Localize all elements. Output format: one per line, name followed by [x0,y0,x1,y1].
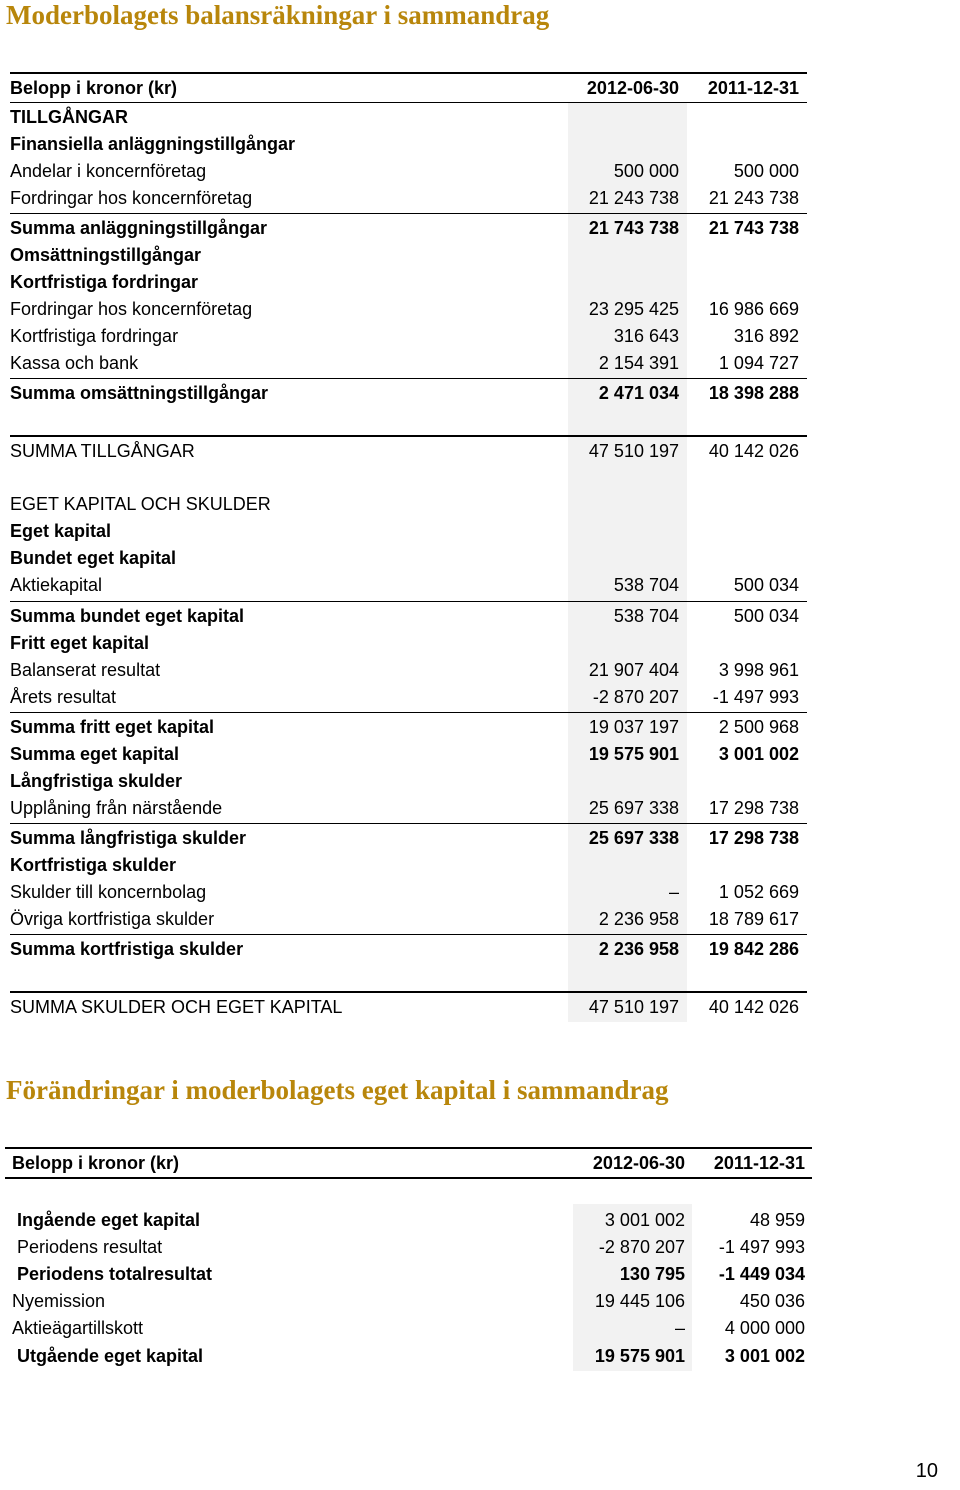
header-rule [5,1177,812,1179]
table-row: Kortfristiga fordringar [10,272,199,292]
table-row: Summa anläggningstillgångar 21 743 738 21 743 738 [10,218,799,238]
table-row: Aktiekapital 538 704 500 034 [10,575,799,595]
table-row: Andelar i koncernföretag 500 000 500 000 [10,161,799,181]
column-header-2012: 2012-06-30 [592,1153,685,1173]
table-row: Bundet eget kapital [10,548,177,568]
total-rule [10,991,807,993]
table-row: Kortfristiga fordringar 316 643 316 892 [10,326,799,346]
table-header-row [10,75,799,102]
table-row: SUMMA TILLGÅNGAR 47 510 197 40 142 026 [10,441,799,461]
subtotal-rule [10,601,807,602]
column-label-header: Belopp i kronor (kr) [10,78,178,98]
column-header-2011: 2011-12-31 [707,78,799,98]
table-row: Summa fritt eget kapital 19 037 197 2 500 968 [10,717,799,737]
page-number: 10 [915,1460,938,1482]
table-row: SUMMA SKULDER OCH EGET KAPITAL 47 510 197 40 142 026 [10,997,799,1017]
table-row: Ingående eget kapital 3 001 002 48 959 [17,1210,805,1230]
subtotal-rule [10,378,807,379]
column-header-2012: 2012-06-30 [586,78,679,98]
table-row: Balanserat resultat 21 907 404 3 998 961 [10,660,799,680]
table-row: Periodens totalresultat 130 795 -1 449 034 [17,1264,805,1284]
table-row: Summa långfristiga skulder 25 697 338 17 298 738 [10,828,799,848]
table-row: Fordringar hos koncernföretag 21 243 738 21 243 738 [10,188,799,208]
table-row: Upplåning från närstående 25 697 338 17 298 738 [10,798,799,818]
balance-sheet-heading: Moderbolagets balansräkningar i sammandrag [6,0,550,30]
table-row: Eget kapital [10,521,112,541]
table-row: Periodens resultat -2 870 207 -1 497 993 [17,1237,805,1257]
balance-sheet-table [10,72,807,1022]
header-rule [10,102,807,103]
table-row: EGET KAPITAL OCH SKULDER [10,494,271,514]
subtotal-rule [10,213,807,214]
table-top-rule [5,1147,812,1149]
table-header-row [12,1150,805,1177]
table-row: Nyemission 19 445 106 450 036 [12,1291,805,1311]
column-header-2011: 2011-12-31 [713,1153,805,1173]
subtotal-rule [10,823,807,824]
table-row: Summa kortfristiga skulder 2 236 958 19 842 286 [10,939,799,959]
equity-changes-heading: Förändringar i moderbolagets eget kapital i sammandrag [6,1075,669,1105]
table-row: Fordringar hos koncernföretag 23 295 425 16 986 669 [10,299,799,319]
table-row: Kortfristiga skulder [10,855,177,875]
table-row: Aktieägartillskott – 4 000 000 [12,1318,805,1338]
table-row: Summa bundet eget kapital 538 704 500 034 [10,606,799,626]
subtotal-rule [10,934,807,935]
table-row: Långfristiga skulder [10,771,183,791]
column-label-header: Belopp i kronor (kr) [12,1153,180,1173]
table-row: Utgående eget kapital 19 575 901 3 001 002 [17,1346,805,1366]
table-row: Kassa och bank 2 154 391 1 094 727 [10,353,799,373]
table-row: Summa omsättningstillgångar 2 471 034 18 398 288 [10,383,799,403]
table-row: Summa eget kapital 19 575 901 3 001 002 [10,744,799,764]
table-row: Årets resultat -2 870 207 -1 497 993 [10,687,799,707]
table-top-rule [10,72,807,74]
table-row: Övriga kortfristiga skulder 2 236 958 18 789 617 [10,909,799,929]
table-row: Fritt eget kapital [10,633,150,653]
equity-changes-table [5,1147,812,1371]
subtotal-rule [10,712,807,713]
table-row: Finansiella anläggningstillgångar [10,134,296,154]
table-row: TILLGÅNGAR [10,107,128,127]
table-row: Omsättningstillgångar [10,245,202,265]
total-rule [10,435,807,437]
table-row: Skulder till koncernbolag – 1 052 669 [10,882,799,902]
